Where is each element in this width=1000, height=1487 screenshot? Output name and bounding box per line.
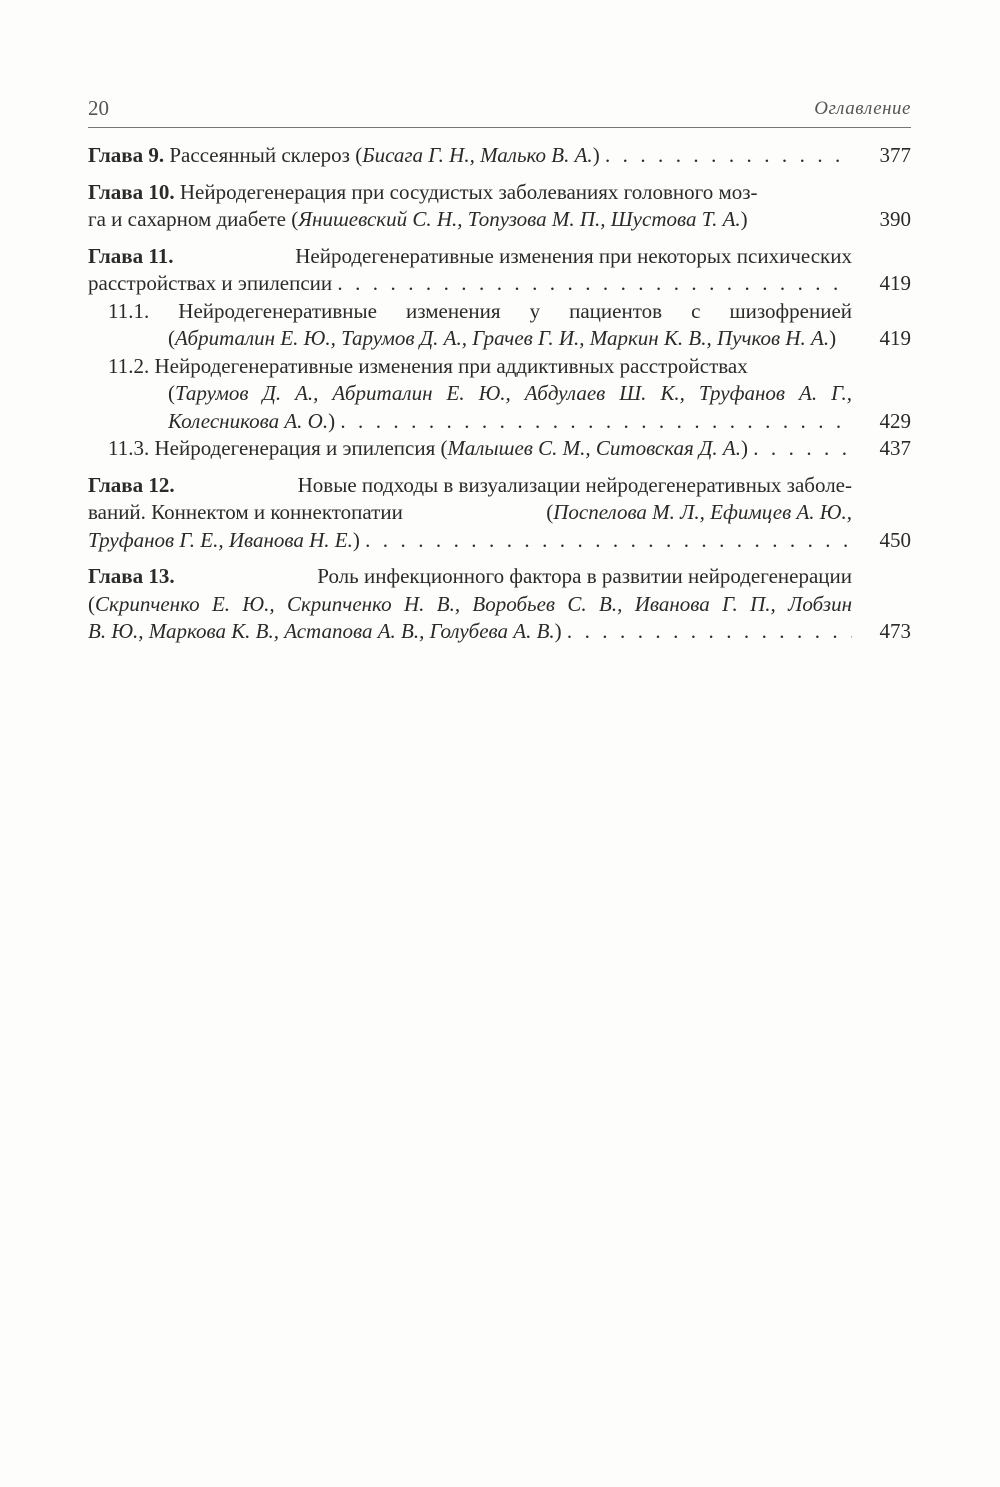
chapter-label: Глава 10. <box>88 179 175 204</box>
toc-entry-11-1-cont[interactable]: (Абриталин Е. Ю., Тарумов Д. А., Грачев Г. И., Маркин К. В., Пучков Н. А.) 419 <box>88 325 911 353</box>
chapter-title-line: Нейродегенерация при сосудистых заболеваниях головного моз- <box>179 179 758 204</box>
section-authors: Тарумов Д. А., Абриталин Е. Ю., Абдулаев Ш. К., Труфанов А. Г., <box>175 381 852 405</box>
toc-entry-ch11[interactable] <box>88 243 911 271</box>
section-title: Нейродегенеративные изменения при аддиктивных расстройствах <box>154 353 748 378</box>
section-title: Нейродегенеративные изменения у пациентов с шизофренией <box>178 298 853 323</box>
toc-entry-ch12-cont2[interactable]: Труфанов Г. Е., Иванова Н. Е.) . . . 450 <box>88 527 911 555</box>
chapter-title-line: га и сахарном диабете <box>88 207 286 231</box>
page-header <box>88 96 911 126</box>
chapter-label: Глава 9. <box>88 143 165 167</box>
dot-leader <box>340 408 852 436</box>
chapter-authors: Скрипченко Е. Ю., Скрипченко Н. В., Воробьев С. В., Иванова Г. П., Лобзин <box>95 591 852 616</box>
dot-leader <box>753 435 852 463</box>
page-ref: 419 <box>879 271 911 295</box>
toc-entry-11-2-cont[interactable]: (Тарумов Д. А., Абриталин Е. Ю., Абдулаев Ш. К., Труфанов А. Г., <box>168 381 852 405</box>
page-ref: 419 <box>879 326 911 350</box>
dot-leader <box>365 527 852 555</box>
toc-entry-11-2[interactable] <box>88 353 911 381</box>
page-number: 20 <box>88 96 109 120</box>
section-number: 11.3. <box>108 436 150 460</box>
chapter-authors: Труфанов Г. Е., Иванова Н. Е. <box>88 527 353 552</box>
section-number: 11.2. <box>108 353 150 378</box>
page-ref: 450 <box>879 527 911 552</box>
chapter-authors: Янишевский С. Н., Топузова М. П., Шустова Т. А. <box>298 207 741 231</box>
section-authors: Колесникова А. О. <box>168 408 329 433</box>
toc-entry-ch13-cont[interactable]: (Скрипченко Е. Ю., Скрипченко Н. В., Воробьев С. В., Иванова Г. П., Лобзин <box>88 591 852 616</box>
toc-entry-11-1[interactable] <box>88 298 911 326</box>
dot-leader <box>567 618 852 646</box>
chapter-title-line: расстройствах и эпилепсии <box>88 271 333 295</box>
chapter-authors: В. Ю., Маркова К. В., Астапова А. В., Голубева А. В. <box>88 619 555 643</box>
running-head: Оглавление <box>814 98 911 119</box>
page-ref: 437 <box>879 436 911 460</box>
toc-entry-11-3[interactable]: 11.3. Нейродегенерация и эпилепсия (Малышев С. М., Ситовская Д. А.) . . . 437 <box>88 435 911 463</box>
section-title: Нейродегенерация и эпилепсия <box>154 436 436 460</box>
section-number: 11.1. <box>108 298 150 323</box>
toc-entry-ch13[interactable] <box>88 563 911 591</box>
chapter-label: Глава 11. <box>88 243 174 268</box>
table-of-contents <box>88 142 911 646</box>
chapter-label: Глава 12. <box>88 472 175 497</box>
page-ref: 429 <box>879 408 911 433</box>
section-authors: Малышев С. М., Ситовская Д. А. <box>447 436 741 460</box>
section-authors: Абриталин Е. Ю., Тарумов Д. А., Грачев Г. И., Маркин К. В., Пучков Н. А. <box>175 326 830 350</box>
chapter-authors: Бисага Г. Н., Малько В. А. <box>362 143 593 167</box>
chapter-title-line: Роль инфекционного фактора в развитии нейродегенерации <box>317 564 852 588</box>
chapter-title-line: Нейродегенеративные изменения при некоторых психических <box>295 243 852 268</box>
toc-entry-11-2-cont2[interactable]: Колесникова А. О.) . . . 429 <box>88 408 911 436</box>
chapter-authors: Поспелова М. Л., Ефимцев А. Ю., <box>553 500 852 524</box>
page-ref: 377 <box>879 143 911 167</box>
toc-entry-ch10-cont[interactable]: га и сахарном диабете (Янишевский С. Н., Топузова М. П., Шустова Т. А.) 390 <box>88 206 911 234</box>
toc-entry-ch12-cont[interactable]: ваний. Коннектом и коннектопатии (Поспелова М. Л., Ефимцев А. Ю., <box>88 499 911 527</box>
header-rule <box>88 127 911 128</box>
chapter-title-line: Новые подходы в визуализации нейродегенеративных заболе- <box>297 472 852 497</box>
page-ref: 473 <box>879 619 911 643</box>
toc-entry-ch13-cont2[interactable]: В. Ю., Маркова К. В., Астапова А. В., Голубева А. В.) . . . 473 <box>88 618 911 646</box>
chapter-label: Глава 13. <box>88 564 175 588</box>
dot-leader <box>605 142 852 170</box>
page-ref: 390 <box>879 207 911 231</box>
toc-entry-ch12[interactable] <box>88 472 911 500</box>
chapter-title: Рассеянный склероз <box>169 143 350 167</box>
toc-entry-ch10[interactable] <box>88 179 911 207</box>
toc-entry-ch9[interactable]: Глава 9. Рассеянный склероз (Бисага Г. Н., Малько В. А.) . . . 377 <box>88 142 911 170</box>
dot-leader <box>337 270 852 298</box>
chapter-title-line: ваний. Коннектом и коннектопатии <box>88 500 403 524</box>
toc-entry-ch11-cont[interactable] <box>88 270 911 298</box>
